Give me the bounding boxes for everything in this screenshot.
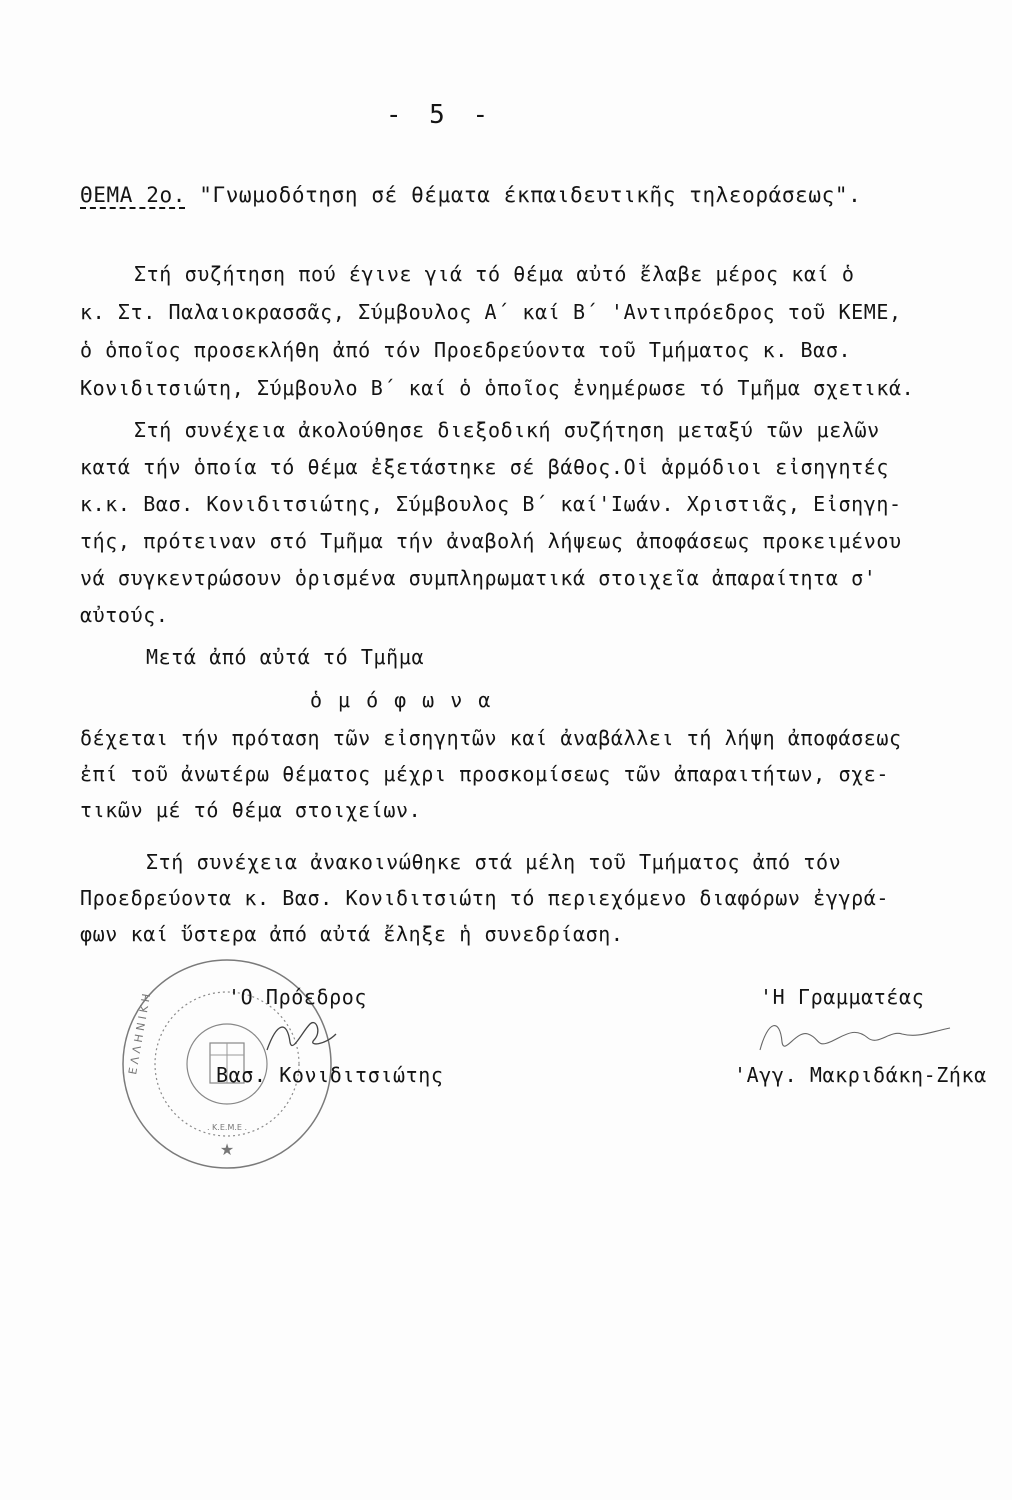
text-line: κατά τήν ὁποία τό θέμα ἐξετάστηκε σέ βάθος.Οἱ ἁρμόδιοι εἰσηγητές — [80, 455, 890, 479]
text-line: νά συγκεντρώσουν ὁρισμένα συμπληρωματικά στοιχεῖα ἀπαραίτητα σ' — [80, 566, 877, 590]
text-line: φων καί ὕστερα ἀπό αὐτά ἔληξε ἡ συνεδρίαση. — [80, 922, 624, 946]
topic-heading — [80, 183, 861, 207]
svg-text:★: ★ — [219, 1140, 235, 1159]
page-number: - 5 - — [385, 100, 495, 130]
text-line: Κονιδιτσιώτη, Σύμβουλο Β΄ καί ὁ ὁποῖος ἐνημέρωσε τό Τμῆμα σχετικά. — [80, 376, 915, 400]
president-signature — [262, 1012, 342, 1062]
topic-title: "Γνωμοδότηση σέ θέματα έκπαιδευτικῆς τηλεοράσεως". — [199, 183, 862, 207]
topic-label: ΘΕΜΑ 2ο. — [80, 183, 186, 207]
decision-unanimous: ὁμόφωνα — [310, 688, 507, 712]
text-line: ὁ ὁποῖος προσεκλήθη ἀπό τόν Προεδρεύοντα τοῦ Τμήματος κ. Βασ. — [80, 338, 852, 362]
svg-text:. K.E.M.E .: . K.E.M.E . — [206, 1123, 248, 1132]
text-line: αὐτούς. — [80, 603, 169, 627]
text-line: κ.κ. Βασ. Κονιδιτσιώτης, Σύμβουλος Β΄ καί'Ιωάν. Χριστιᾶς, Εἰσηγη- — [80, 492, 902, 516]
secretary-role: 'Η Γραμματέας — [760, 985, 925, 1009]
text-line: Στή συζήτηση πού έγινε γιά τό θέμα αὐτό ἔλαβε μέρος καί ὁ — [134, 262, 855, 286]
secretary-signature — [750, 1012, 970, 1062]
svg-text:Ε Λ Λ Η Ν Ι Κ Η: Ε Λ Λ Η Ν Ι Κ Η — [126, 992, 154, 1076]
decision-intro: Μετά ἀπό αὐτά τό Τμῆμα — [146, 645, 425, 669]
secretary-name: 'Αγγ. Μακριδάκη-Ζήκα — [734, 1063, 987, 1087]
text-line: ἐπί τοῦ ἀνωτέρω θέματος μέχρι προσκομίσεως τῶν ἀπαραιτήτων, σχε- — [80, 762, 890, 786]
text-line: Στή συνέχεια ἀνακοινώθηκε στά μέλη τοῦ Τμήματος ἀπό τόν — [146, 850, 842, 874]
text-line: δέχεται τήν πρόταση τῶν εἰσηγητῶν καί ἀναβάλλει τή λήψη ἀποφάσεως — [80, 726, 902, 750]
text-line: τικῶν μέ τό θέμα στοιχείων. — [80, 798, 422, 822]
president-name: Βασ. Κονιδιτσιώτης — [216, 1063, 444, 1087]
president-role: 'Ο Πρόεδρος — [228, 985, 368, 1009]
text-line: κ. Στ. Παλαιοκρασσᾶς, Σύμβουλος Α΄ καί Β΄ 'Αντιπρόεδρος τοῦ ΚΕΜΕ, — [80, 300, 902, 324]
text-line: τής, πρότειναν στό Τμῆμα τήν ἀναβολή λήψεως ἀποφάσεως προκειμένου — [80, 529, 902, 553]
text-line: Στή συνέχεια ἀκολούθησε διεξοδική συζήτηση μεταξύ τῶν μελῶν — [134, 418, 880, 442]
text-line: Προεδρεύοντα κ. Βασ. Κονιδιτσιώτη τό περιεχόμενο διαφόρων ἐγγρά- — [80, 886, 890, 910]
